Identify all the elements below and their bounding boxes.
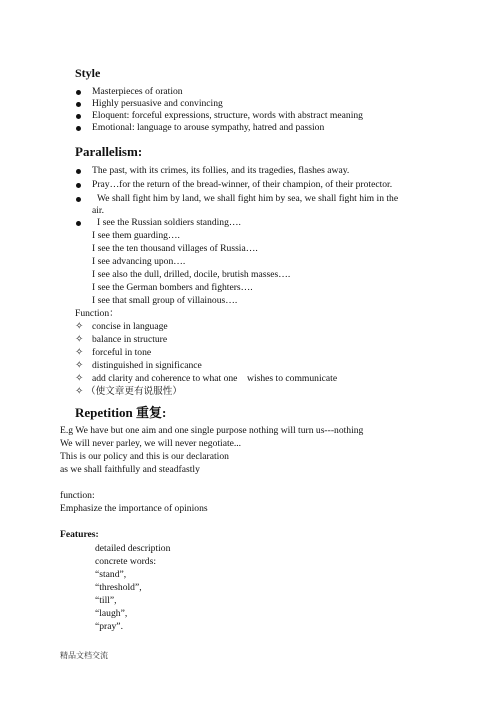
parallelism-item: I see that small group of villainous…. — [92, 295, 238, 306]
feature-item: detailed description — [95, 543, 171, 554]
diamond-bullet-icon: ✧ — [75, 386, 84, 397]
repetition-heading: Repetition 重复: — [75, 405, 167, 420]
feature-word: “threshold”, — [95, 582, 142, 593]
function-item: add clarity and coherence to what one wishes to communicate — [92, 373, 338, 384]
parallelism-item: I see the ten thousand villages of Russia…. — [92, 243, 258, 254]
repetition-example-line: This is our policy and this is our declaration — [60, 451, 229, 462]
feature-word: “pray”. — [95, 621, 123, 632]
footer-text: 精品文档交流 — [60, 651, 108, 660]
feature-word: “stand”, — [95, 569, 127, 580]
feature-item: concrete words: — [95, 556, 157, 567]
parallelism-item: Pray…for the return of the bread-winner, of their champion, of their protector. — [92, 179, 393, 190]
function-label: Function： — [75, 308, 119, 319]
bullet-icon — [76, 102, 81, 107]
bullet-icon — [76, 126, 81, 131]
diamond-bullet-icon: ✧ — [75, 334, 84, 345]
bullet-icon — [76, 183, 81, 188]
style-item: Eloquent: forceful expressions, structure, words with abstract meaning — [92, 110, 363, 121]
bullet-icon — [76, 197, 81, 202]
parallelism-item: I see the Russian soldiers standing…. — [97, 217, 241, 228]
bullet-icon — [76, 169, 81, 174]
style-item: Emotional: language to arouse sympathy, hatred and passion — [92, 122, 325, 133]
function-item: balance in structure — [92, 334, 168, 345]
diamond-bullet-icon: ✧ — [75, 373, 84, 384]
diamond-bullet-icon: ✧ — [75, 321, 84, 332]
style-item: Highly persuasive and convincing — [92, 98, 223, 109]
function-item: forceful in tone — [92, 347, 152, 358]
function-item: concise in language — [92, 321, 168, 332]
parallelism-item: We shall fight him by land, we shall fight him by sea, we shall fight him in the — [97, 193, 399, 204]
repetition-example-line: We will never parley, we will never negotiate... — [60, 438, 242, 449]
repetition-example-line: as we shall faithfully and steadfastly — [60, 464, 200, 475]
repetition-example-line: E.g We have but one aim and one single purpose nothing will turn us---nothing — [60, 425, 364, 436]
bullet-icon — [76, 90, 81, 95]
function-item: （使文章更有说服性） — [86, 386, 182, 397]
feature-word: “till”, — [95, 595, 117, 606]
bullet-icon — [76, 114, 81, 119]
parallelism-item: I see advancing upon…. — [92, 256, 186, 267]
style-heading: Style — [75, 66, 101, 80]
diamond-bullet-icon: ✧ — [75, 360, 84, 371]
parallelism-item: I see the German bombers and fighters…. — [92, 282, 253, 293]
feature-word: “laugh”, — [95, 608, 128, 619]
style-item: Masterpieces of oration — [92, 86, 183, 97]
diamond-bullet-icon: ✧ — [75, 347, 84, 358]
features-label: Features: — [60, 529, 99, 540]
bullet-icon — [76, 221, 81, 226]
function-item: distinguished in significance — [92, 360, 202, 371]
parallelism-item: I see them guarding…. — [92, 230, 180, 241]
parallelism-item: The past, with its crimes, its follies, and its tragedies, flashes away. — [92, 165, 350, 176]
parallelism-item: I see also the dull, drilled, docile, brutish masses…. — [92, 269, 291, 280]
parallelism-item-continuation: air. — [92, 205, 104, 216]
parallelism-heading: Parallelism: — [75, 144, 143, 159]
repetition-function-label: function: — [60, 490, 95, 501]
repetition-function-text: Emphasize the importance of opinions — [60, 503, 208, 514]
